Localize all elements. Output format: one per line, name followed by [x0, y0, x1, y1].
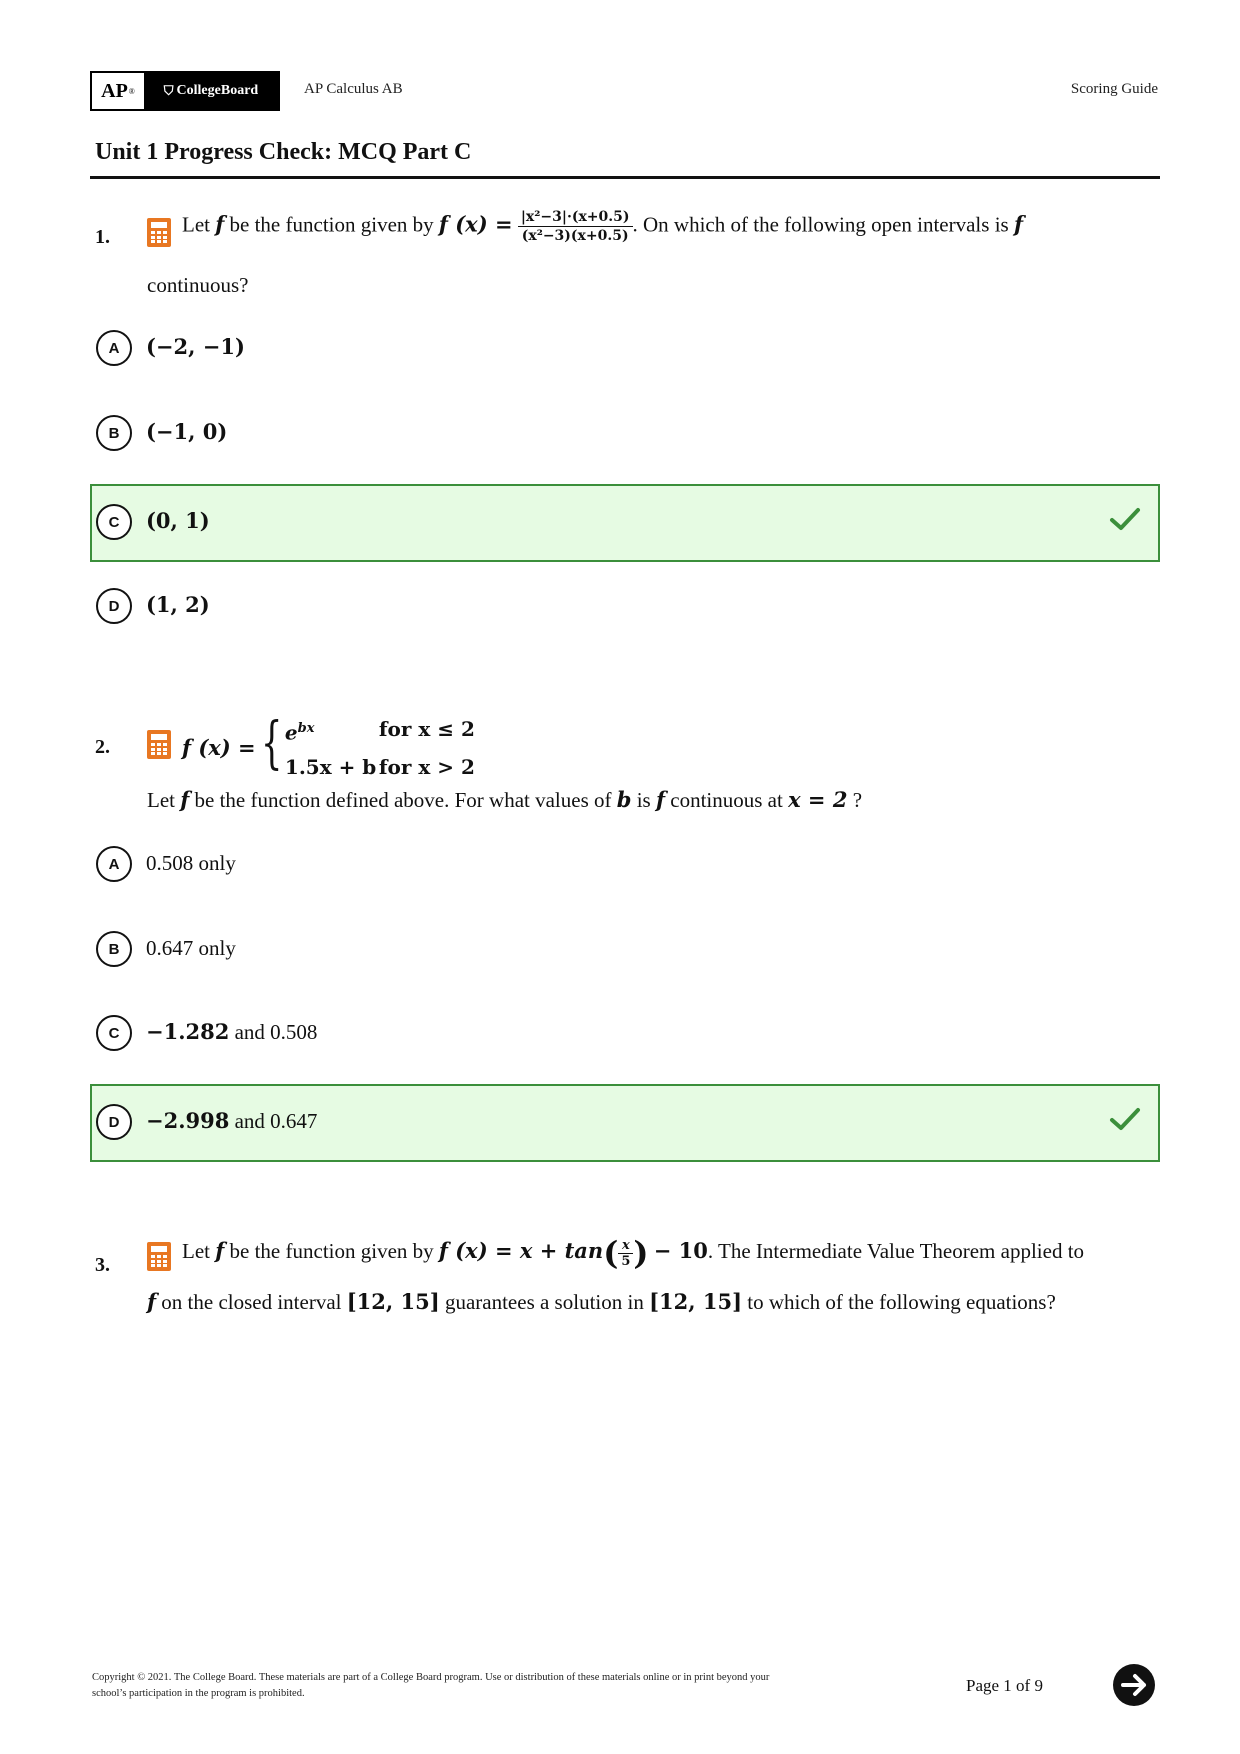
question-2-stem: Let f be the function defined above. For what values of b is f continuous at x = 2 ?	[147, 787, 863, 812]
question-1-fraction: $\frac{\text{|x²−3|·(x+0.5)}}{\text{(x²−3)(x+0.5)}}$	[518, 208, 633, 245]
choice-text: −2.998 and 0.647	[146, 1108, 318, 1133]
choice-letter: B	[96, 415, 132, 451]
question-1-stem: Let f be the function given by f (x) = $\frac{\text{|x²−3|·(x+0.5)}}{\text{(x²−3)(x+0.5)}}$ . On which of the following open intervals is f	[182, 209, 1023, 244]
page-header	[90, 71, 1158, 111]
question-2-number: 2.	[95, 736, 110, 758]
course-name: AP Calculus AB	[304, 81, 403, 97]
next-page-button[interactable]	[1113, 1664, 1155, 1706]
checkmark-icon	[1108, 502, 1142, 536]
page-number: Page 1 of 9	[966, 1676, 1043, 1695]
choice-letter: D	[96, 588, 132, 624]
page-title: Unit 1 Progress Check: MCQ Part C	[95, 139, 472, 165]
choice-letter: D	[96, 1104, 132, 1140]
piecewise-function: { $e^{bx}$ for x ≤ 2 1.5x + b for x > 2	[260, 711, 475, 779]
choice-text: −1.282 and 0.508	[146, 1019, 318, 1044]
arrow-right-icon	[1113, 1664, 1155, 1706]
choice-1d[interactable]	[90, 568, 1160, 646]
choice-1a[interactable]	[90, 310, 1160, 388]
copyright-notice: Copyright © 2021. The College Board. These materials are part of a College Board program. Use or distribution of these materials online or in print beyond your school’s participation in the program is prohibited.	[92, 1672, 770, 1699]
question-2-function: f (x) = { $e^{bx}$ for x ≤ 2 1.5x + b for x > 2	[182, 712, 682, 784]
choice-letter: C	[96, 504, 132, 540]
choice-letter: C	[96, 1015, 132, 1051]
doc-type: Scoring Guide	[1070, 81, 1158, 97]
calculator-icon	[147, 218, 171, 247]
choice-text: (−2, −1)	[146, 334, 245, 359]
choice-2c[interactable]	[90, 995, 1160, 1073]
choice-text: (1, 2)	[146, 592, 210, 617]
question-3-number: 3.	[95, 1254, 110, 1276]
question-1-stem-line2: continuous?	[147, 273, 249, 297]
shield-icon: ⛉	[163, 83, 174, 98]
choice-text: 0.647 only	[146, 936, 236, 960]
ap-logo: AP ®	[92, 73, 144, 109]
choice-text: 0.508 only	[146, 851, 236, 875]
calculator-icon	[147, 1242, 171, 1271]
question-3-stem: Let f be the function given by f (x) = x + tan( $\frac{x}{5}$ ) − 10. The Intermediate Value Theorem applied to	[182, 1234, 1085, 1273]
choice-2d-correct[interactable]	[90, 1084, 1160, 1162]
collegeboard-logo: ⛉ CollegeBoard	[144, 73, 278, 109]
choice-letter: A	[96, 330, 132, 366]
ap-collegeboard-logo	[90, 71, 280, 111]
choice-text: (0, 1)	[146, 508, 210, 533]
checkmark-icon	[1108, 1102, 1142, 1136]
choice-letter: B	[96, 931, 132, 967]
calculator-icon	[147, 730, 171, 759]
choice-1b[interactable]	[90, 395, 1160, 473]
title-divider	[90, 176, 1160, 179]
choice-1c-correct[interactable]	[90, 484, 1160, 562]
tan-fraction: $\frac{x}{5}$	[618, 1238, 633, 1269]
choice-2a[interactable]	[90, 826, 1160, 904]
choice-2b[interactable]	[90, 911, 1160, 989]
choice-text: (−1, 0)	[146, 419, 228, 444]
question-3-stem-line2: f on the closed interval [12, 15] guarantees a solution in [12, 15] to which of the following equations?	[147, 1289, 1056, 1314]
question-1-number: 1.	[95, 226, 110, 248]
choice-letter: A	[96, 846, 132, 882]
